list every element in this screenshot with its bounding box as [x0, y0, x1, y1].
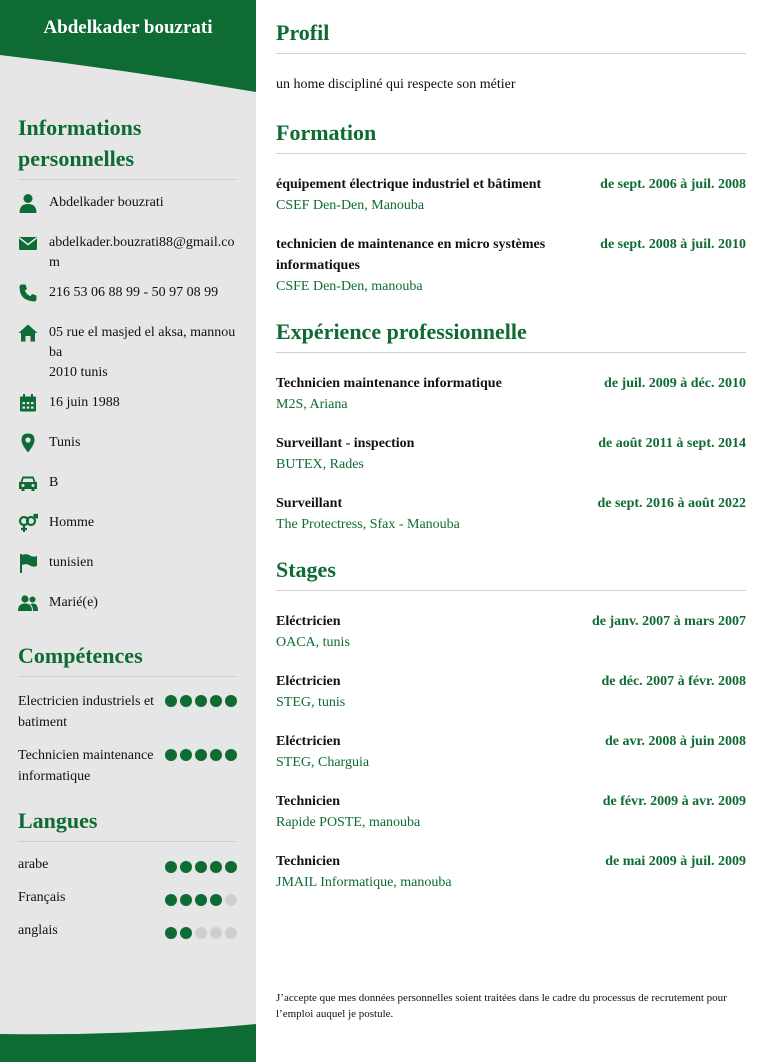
entry: [276, 791, 746, 833]
entry-date: de juil. 2009 à déc. 2010: [604, 376, 746, 391]
level-dot-filled: [165, 927, 177, 939]
info-item: [18, 508, 237, 548]
sidebar-content: [18, 112, 237, 941]
entry: [276, 433, 746, 475]
profile-section: [276, 18, 746, 95]
education-section: [276, 118, 746, 297]
info-item: [18, 228, 237, 278]
language-row: [18, 887, 237, 908]
user-icon: [18, 193, 49, 213]
skills-list: [18, 691, 237, 787]
level-dot-filled: [180, 927, 192, 939]
skill-label: Technicien maintenance informatique: [18, 748, 154, 784]
level-dot-filled: [180, 695, 192, 707]
entry-organization: CSEF Den-Den, Manouba: [276, 198, 425, 213]
entry-organization: M2S, Ariana: [276, 397, 348, 412]
level-dot-empty: [210, 927, 222, 939]
level-dots: [165, 923, 237, 939]
profile-text: un home discipliné qui respecte son métier: [276, 77, 516, 92]
profile-title: Profil: [276, 18, 746, 54]
info-text: Abdelkader bouzrati: [49, 195, 164, 210]
experience-section: [276, 317, 746, 535]
entry-header: [276, 493, 746, 514]
info-item: [18, 468, 237, 508]
info-text: B: [49, 475, 59, 490]
education-title: Formation: [276, 118, 746, 154]
level-dot-filled: [225, 861, 237, 873]
level-dot-filled: [165, 894, 177, 906]
level-dots: [165, 691, 237, 707]
entry-date: de févr. 2009 à avr. 2009: [602, 794, 746, 809]
car-icon: [18, 473, 49, 493]
level-dot-filled: [195, 861, 207, 873]
sidebar-footer: [0, 1022, 256, 1062]
entry-title: Eléctricien: [276, 614, 341, 629]
internships-title: Stages: [276, 555, 746, 591]
entry-header: [276, 611, 746, 632]
entry-header: [276, 373, 746, 394]
experience-list: [276, 373, 746, 535]
level-dots: [165, 745, 237, 761]
entry-organization: STEG, tunis: [276, 695, 346, 710]
level-dot-filled: [195, 749, 207, 761]
skill-label: Electricien industriels et batiment: [18, 694, 155, 730]
level-dot-filled: [165, 861, 177, 873]
experience-title: Expérience professionnelle: [276, 317, 746, 353]
entry-organization: JMAIL Informatique, manouba: [276, 875, 452, 890]
level-dot-filled: [210, 695, 222, 707]
entry: [276, 174, 746, 216]
sidebar: [0, 0, 256, 1062]
education-list: [276, 174, 746, 297]
skills-title: Compétences: [18, 640, 237, 677]
info-text: Tunis: [49, 435, 81, 450]
internships-list: [276, 611, 746, 893]
info-text: 16 juin 1988: [49, 395, 120, 410]
consent-text: J’accepte que mes données personnelles soient traitées dans le cadre du processus de recrutement pour l’emploi auquel je postule.: [276, 992, 727, 1020]
location-pin-icon: [18, 433, 49, 453]
level-dot-filled: [165, 749, 177, 761]
info-item: [18, 188, 237, 228]
info-item: [18, 548, 237, 588]
main-content: [276, 0, 746, 893]
level-dot-filled: [165, 695, 177, 707]
entry-organization: The Protectress, Sfax - Manouba: [276, 517, 460, 532]
footer-curve: [0, 1022, 256, 1062]
sidebar-header: [0, 0, 256, 92]
entry-header: [276, 234, 746, 276]
entry-date: de août 2011 à sept. 2014: [598, 436, 746, 451]
info-text: tunisien: [49, 555, 94, 570]
level-dot-filled: [180, 749, 192, 761]
info-item: [18, 278, 237, 318]
level-dot-filled: [210, 861, 222, 873]
info-text: Homme: [49, 515, 95, 530]
entry-header: [276, 791, 746, 812]
level-dot-filled: [225, 695, 237, 707]
entry-date: de sept. 2008 à juil. 2010: [600, 237, 746, 252]
entry-header: [276, 174, 746, 195]
level-dot-empty: [225, 894, 237, 906]
info-text: 05 rue el masjed el aksa, mannouba 2010 tunis: [49, 325, 236, 380]
language-label: arabe: [18, 857, 49, 872]
entry-organization: Rapide POSTE, manouba: [276, 815, 421, 830]
level-dot-empty: [195, 927, 207, 939]
gender-icon: [18, 513, 49, 533]
entry-title: technicien de maintenance en micro systèmes informatiques: [276, 237, 546, 273]
skill-row: [18, 745, 237, 787]
entry: [276, 373, 746, 415]
info-item: [18, 428, 237, 468]
entry: [276, 671, 746, 713]
personal-info-title: Informations personnelles: [18, 112, 237, 180]
entry-date: de mai 2009 à juil. 2009: [605, 854, 746, 869]
skill-row: [18, 691, 237, 733]
level-dots: [165, 857, 237, 873]
info-item: [18, 588, 237, 628]
flag-icon: [18, 553, 49, 573]
level-dot-empty: [225, 927, 237, 939]
language-label: anglais: [18, 923, 58, 938]
entry-title: Technicien: [276, 854, 341, 869]
entry-organization: CSFE Den-Den, manouba: [276, 279, 423, 294]
entry-header: [276, 731, 746, 752]
entry: [276, 234, 746, 297]
entry-organization: STEG, Charguia: [276, 755, 370, 770]
languages-list: [18, 854, 237, 941]
level-dot-filled: [210, 894, 222, 906]
entry-header: [276, 433, 746, 454]
entry-date: de déc. 2007 à févr. 2008: [601, 674, 746, 689]
home-icon: [18, 323, 49, 343]
entry-header: [276, 851, 746, 872]
header-curve: [0, 0, 256, 92]
entry-title: Surveillant: [276, 496, 343, 511]
calendar-icon: [18, 393, 49, 413]
entry-header: [276, 671, 746, 692]
level-dot-filled: [180, 894, 192, 906]
language-row: [18, 920, 237, 941]
personal-info-list: [18, 188, 237, 628]
level-dot-filled: [195, 695, 207, 707]
language-label: Français: [18, 890, 66, 905]
internships-section: [276, 555, 746, 893]
email-icon: [18, 233, 49, 253]
entry-date: de janv. 2007 à mars 2007: [592, 614, 746, 629]
info-item: [18, 388, 237, 428]
level-dot-filled: [195, 894, 207, 906]
entry-title: Eléctricien: [276, 674, 341, 689]
level-dots: [165, 890, 237, 906]
info-text: 216 53 06 88 99 - 50 97 08 99: [49, 285, 219, 300]
level-dot-filled: [225, 749, 237, 761]
entry-date: de sept. 2016 à août 2022: [597, 496, 746, 511]
entry-title: Surveillant - inspection: [276, 436, 415, 451]
languages-title: Langues: [18, 805, 237, 842]
phone-icon: [18, 283, 49, 303]
level-dot-filled: [180, 861, 192, 873]
language-row: [18, 854, 237, 875]
entry-date: de avr. 2008 à juin 2008: [604, 734, 746, 749]
entry-date: de sept. 2006 à juil. 2008: [600, 177, 746, 192]
entry-organization: OACA, tunis: [276, 635, 350, 650]
entry: [276, 493, 746, 535]
entry-title: équipement électrique industriel et bâtiment: [276, 177, 542, 192]
level-dot-filled: [210, 749, 222, 761]
info-item: [18, 318, 237, 388]
entry-title: Technicien: [276, 794, 341, 809]
info-text: Marié(e): [49, 595, 98, 610]
entry: [276, 611, 746, 653]
entry: [276, 731, 746, 773]
info-text: abdelkader.bouzrati88@gmail.com: [49, 235, 235, 270]
entry: [276, 851, 746, 893]
candidate-name: Abdelkader bouzrati: [43, 17, 213, 38]
entry-title: Eléctricien: [276, 734, 341, 749]
entry-title: Technicien maintenance informatique: [276, 376, 502, 391]
entry-organization: BUTEX, Rades: [276, 457, 364, 472]
users-icon: [18, 593, 49, 613]
